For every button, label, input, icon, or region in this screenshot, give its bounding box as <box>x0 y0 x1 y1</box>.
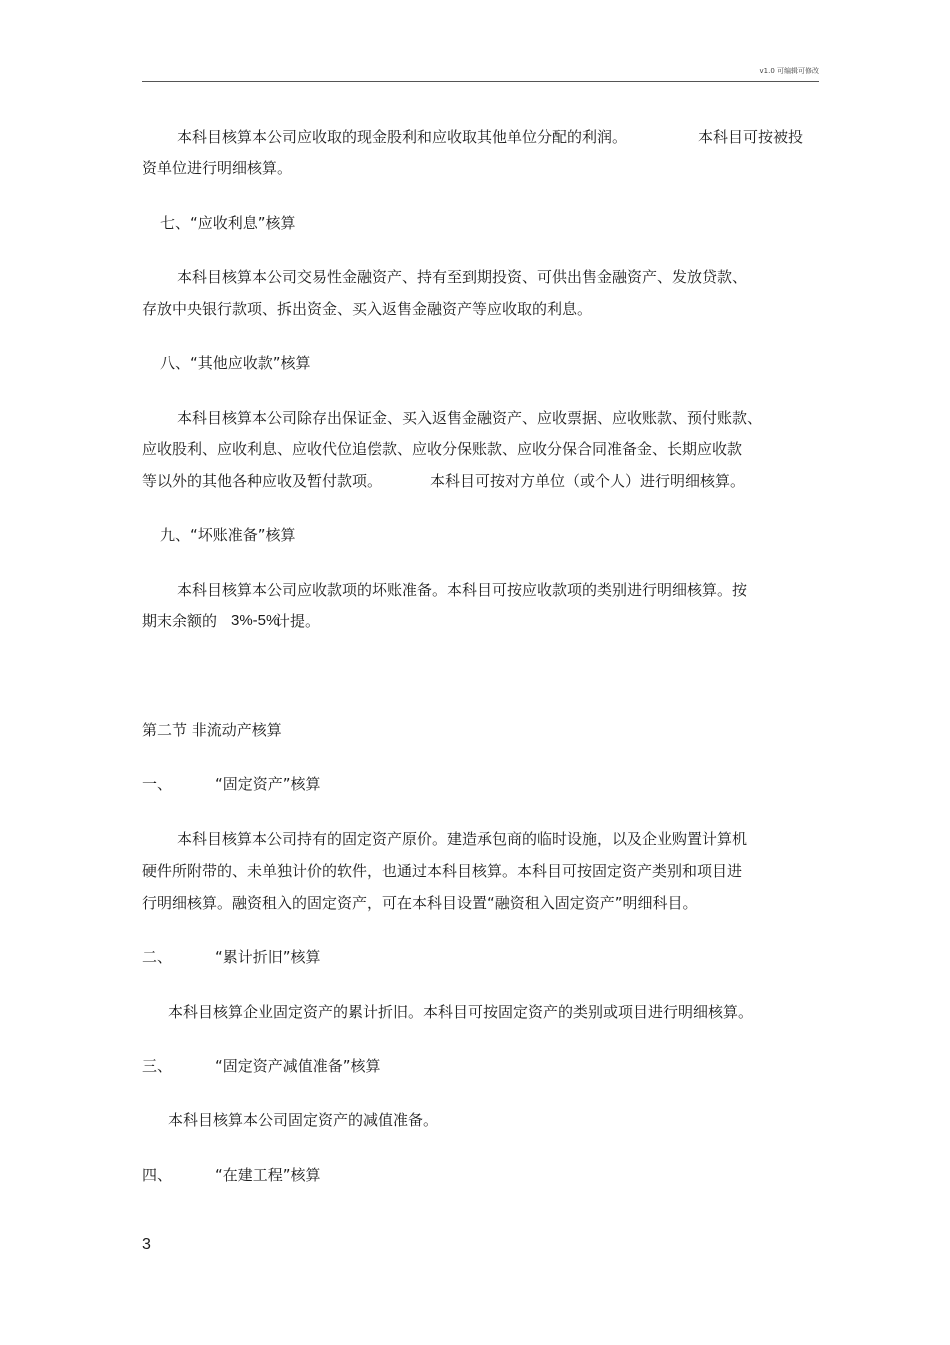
item-number: 一、 <box>142 775 173 793</box>
percentage-range: 3%-5% <box>231 612 280 629</box>
paragraph-line: 本科目核算本公司固定资产的减值准备。 <box>168 1111 439 1129</box>
paragraph-line: 本科目核算企业固定资产的累计折旧。本科目可按固定资产的类别或项目进行明细核算。 <box>168 1003 754 1021</box>
paragraph-line: 本科目核算本公司交易性金融资产、持有至到期投资、可供出售金融资产、发放贷款、 <box>177 268 748 286</box>
item-number: 二、 <box>142 948 173 966</box>
paragraph-line: 行明细核算。融资租入的固定资产，可在本科目设置“融资租入固定资产”明细科目。 <box>142 894 698 912</box>
paragraph-line: 应收股利、应收利息、应收代位追偿款、应收分保账款、应收分保合同准备金、长期应收款 <box>142 440 743 458</box>
paragraph-line: 资单位进行明细核算。 <box>142 159 293 177</box>
paragraph-line: 本科目可按被投 <box>698 128 804 146</box>
paragraph-line: 本科目核算本公司持有的固定资产原价。建造承包商的临时设施，以及企业购置计算机 <box>177 830 748 848</box>
header-rule <box>142 81 819 82</box>
paragraph-line: 等以外的其他各种应收及暂付款项。 <box>142 472 383 490</box>
paragraph-line: 本科目核算本公司除存出保证金、买入返售金融资产、应收票据、应收账款、预付账款、 <box>177 409 763 427</box>
paragraph-line: 本科目可按对方单位（或个人）进行明细核算。 <box>430 472 746 490</box>
item-number: 三、 <box>142 1057 173 1075</box>
paragraph-line: 本科目核算本公司应收款项的坏账准备。本科目可按应收款项的类别进行明细核算。按 <box>177 581 748 599</box>
item-heading: “在建工程”核算 <box>215 1166 321 1184</box>
page-number: 3 <box>142 1236 151 1253</box>
paragraph-line: 硬件所附带的、未单独计价的软件，也通过本科目核算。本科目可按固定资产类别和项目进 <box>142 862 743 880</box>
paragraph-line: 期末余额的 <box>142 612 218 630</box>
section-heading: 七、“应收利息”核算 <box>160 214 296 232</box>
item-heading: “累计折旧”核算 <box>215 948 321 966</box>
section-heading: 八、“其他应收款”核算 <box>160 354 311 372</box>
item-heading: “固定资产”核算 <box>215 775 321 793</box>
version-label: v1.0 可编辑可修改 <box>759 67 819 75</box>
section-heading: 九、“坏账准备”核算 <box>160 526 296 544</box>
paragraph-line: 计提。 <box>275 612 321 630</box>
paragraph-line: 本科目核算本公司应收取的现金股利和应收取其他单位分配的利润。 <box>177 128 628 146</box>
chapter-heading: 第二节 非流动产核算 <box>142 721 282 739</box>
item-heading: “固定资产减值准备”核算 <box>215 1057 381 1075</box>
item-number: 四、 <box>142 1166 173 1184</box>
paragraph-line: 存放中央银行款项、拆出资金、买入返售金融资产等应收取的利息。 <box>142 300 593 318</box>
